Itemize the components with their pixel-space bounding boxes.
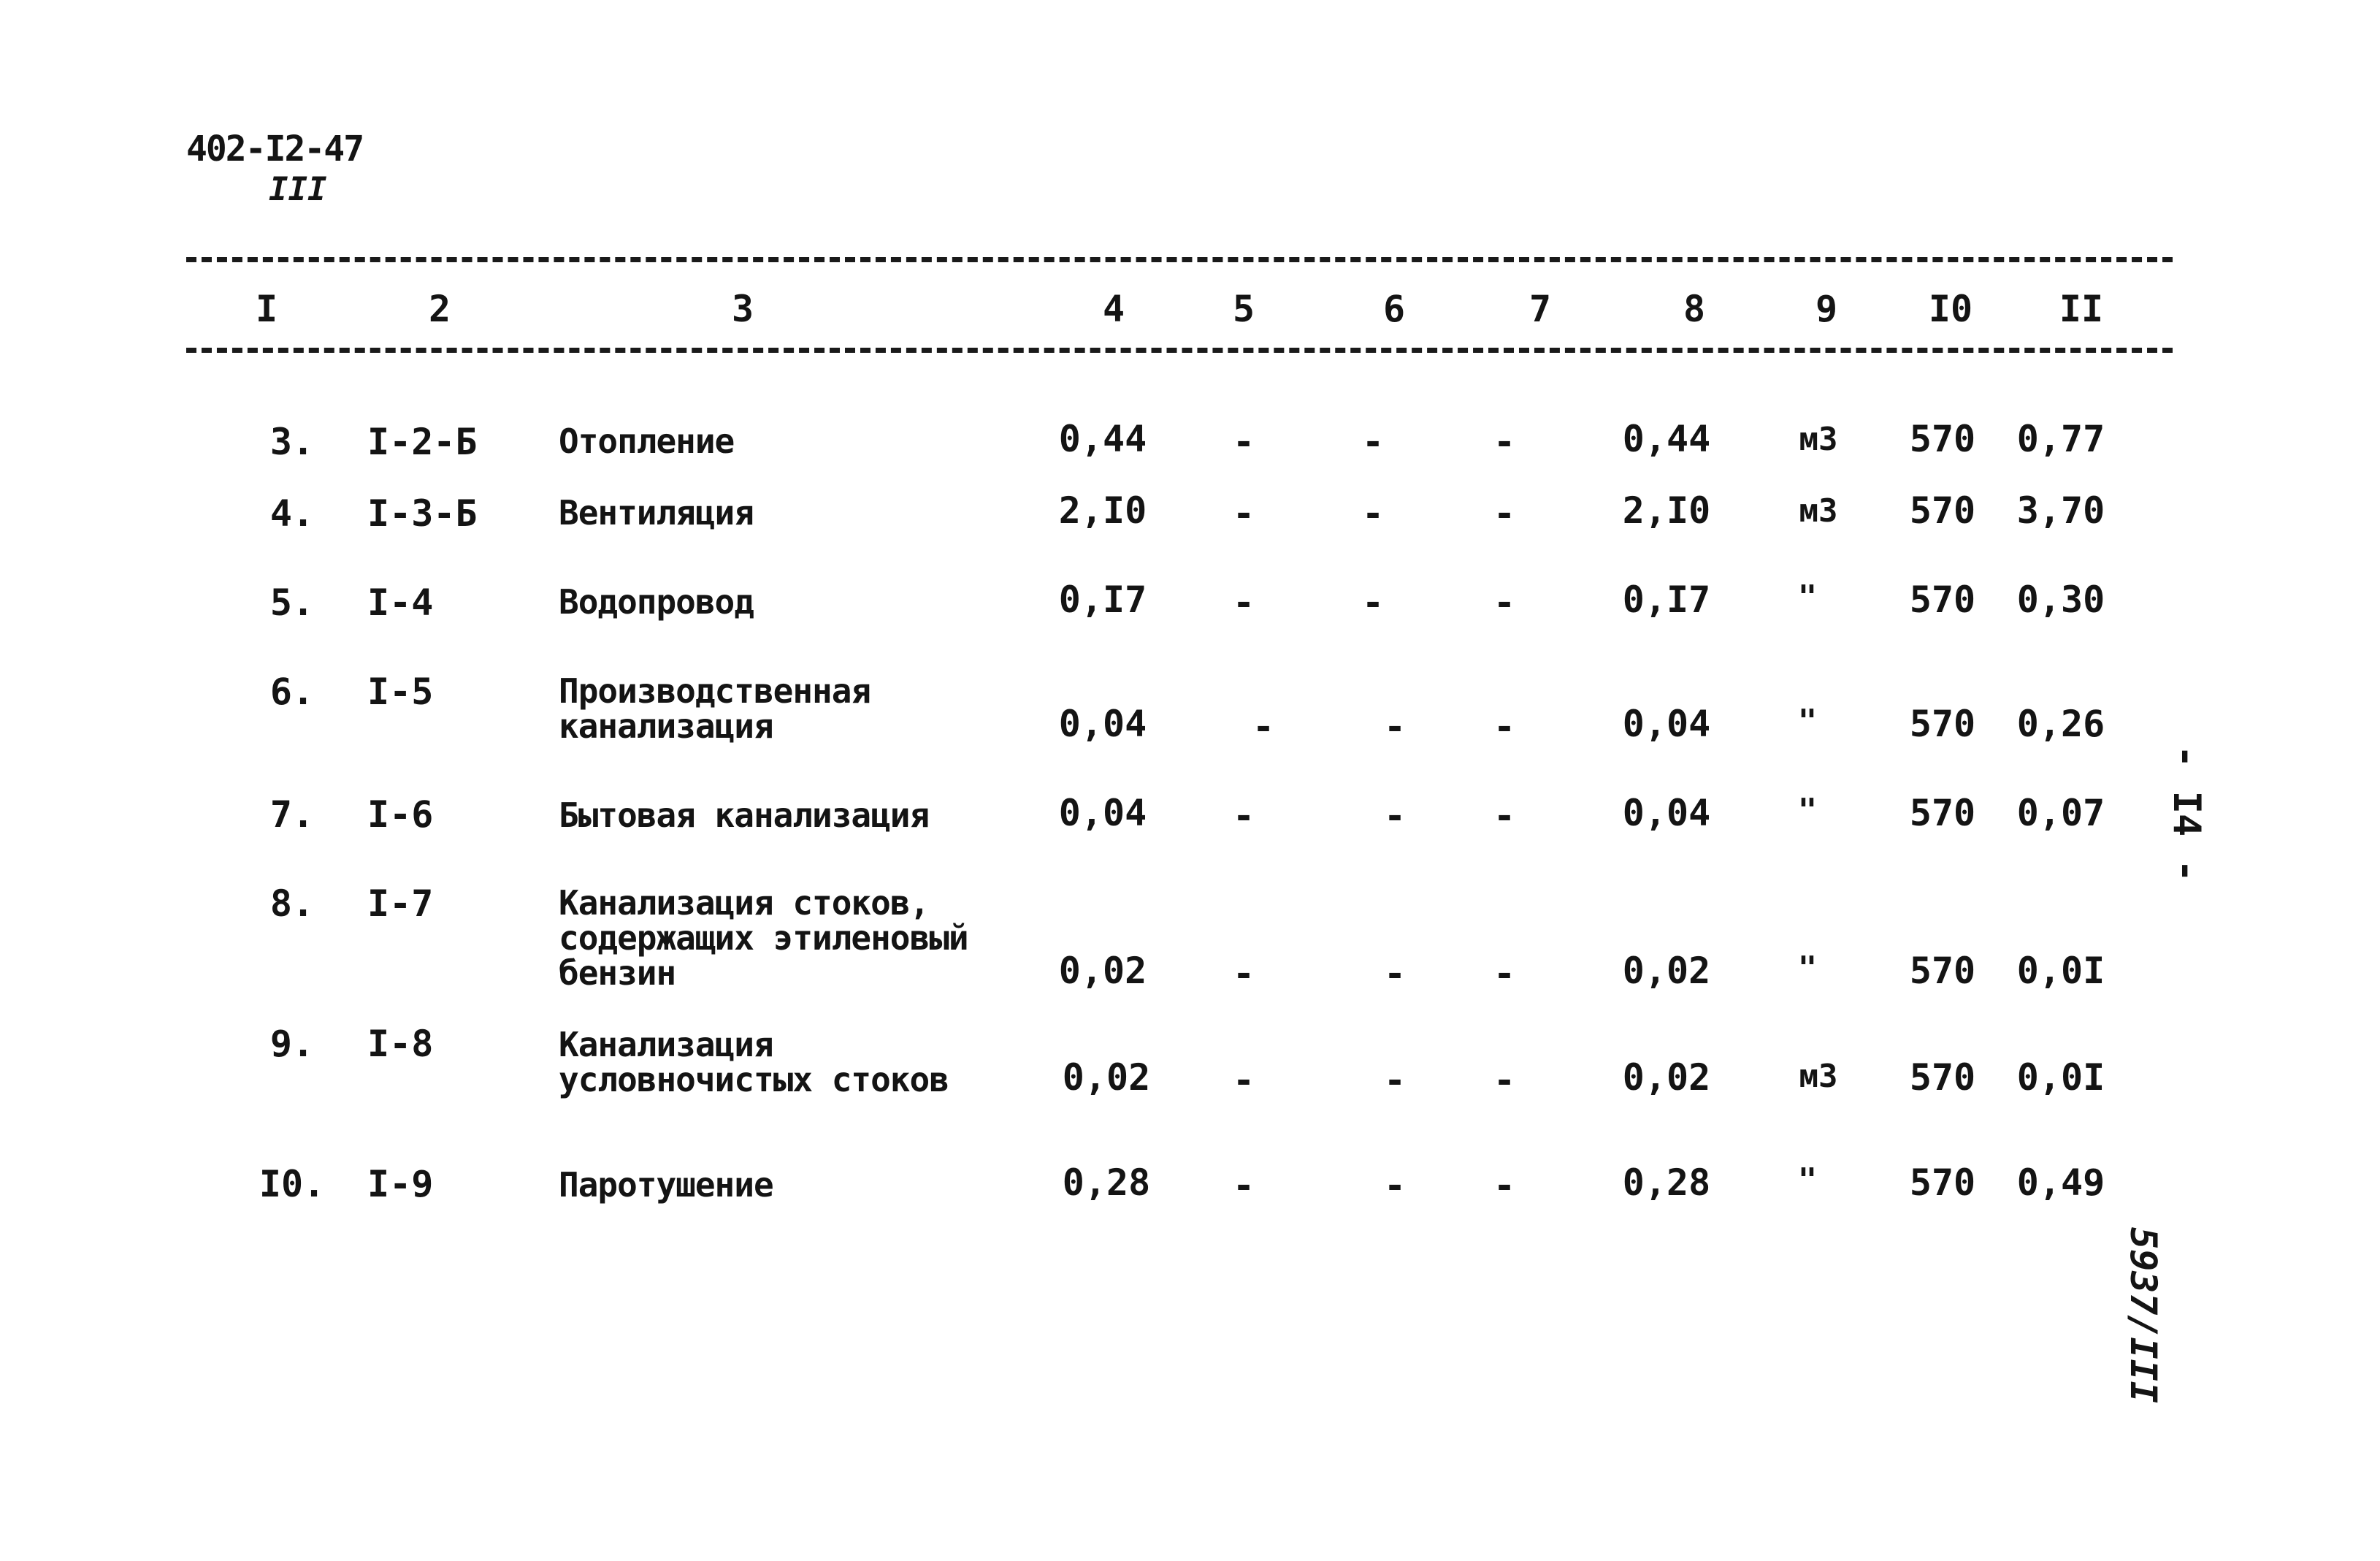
row-name: Водопровод bbox=[559, 582, 754, 622]
row-col5: - bbox=[1232, 1059, 1255, 1102]
row-col7: - bbox=[1493, 581, 1516, 624]
column-header-2: 2 bbox=[428, 288, 451, 330]
row-col7: - bbox=[1493, 706, 1516, 748]
column-header-5: 5 bbox=[1232, 288, 1255, 330]
row-col5: - bbox=[1232, 1164, 1255, 1207]
row-col10: 570 bbox=[1909, 579, 1976, 621]
row-name: Канализация условночистых стоков bbox=[559, 1025, 949, 1099]
row-col5: - bbox=[1232, 795, 1255, 837]
column-header-9: 9 bbox=[1815, 288, 1838, 330]
row-col4: 0,02 bbox=[1058, 950, 1147, 992]
row-col7: - bbox=[1493, 421, 1516, 463]
row-code: I-4 bbox=[367, 581, 434, 624]
row-unit: " bbox=[1797, 1161, 1818, 1199]
row-col8: 0,02 bbox=[1622, 950, 1711, 992]
row-unit: " bbox=[1797, 950, 1818, 987]
row-col11: 0,0I bbox=[2016, 950, 2105, 992]
row-col8: 0,04 bbox=[1622, 703, 1711, 745]
row-col5: - bbox=[1232, 581, 1255, 624]
row-col5: - bbox=[1232, 492, 1255, 535]
row-col8: 2,I0 bbox=[1622, 489, 1711, 532]
row-code: I-7 bbox=[367, 882, 434, 925]
row-col4: 0,02 bbox=[1062, 1056, 1151, 1099]
column-header-10: I0 bbox=[1928, 288, 1973, 330]
row-col11: 0,77 bbox=[2016, 418, 2105, 460]
row-col6: - bbox=[1361, 421, 1385, 463]
row-col6: - bbox=[1383, 1059, 1407, 1102]
row-unit: м3 bbox=[1799, 492, 1838, 530]
row-col6: - bbox=[1383, 1164, 1407, 1207]
row-unit: " bbox=[1797, 579, 1818, 616]
row-name: Канализация стоков, содержащих этиленовый бензин bbox=[559, 883, 968, 993]
row-unit: м3 bbox=[1799, 1058, 1838, 1095]
row-col6: - bbox=[1361, 492, 1385, 535]
row-code: I-6 bbox=[367, 793, 434, 836]
header-top-rule bbox=[186, 257, 2173, 262]
column-header-3: 3 bbox=[731, 288, 754, 330]
row-name: Паротушение bbox=[559, 1165, 773, 1205]
row-number: 6. bbox=[269, 671, 315, 713]
row-name: Производственная канализация bbox=[559, 671, 871, 746]
row-code: I-3-Б bbox=[367, 492, 478, 535]
row-col8: 0,I7 bbox=[1622, 579, 1711, 621]
row-col10: 570 bbox=[1909, 792, 1976, 834]
row-col11: 0,49 bbox=[2016, 1161, 2105, 1204]
row-col8: 0,04 bbox=[1622, 792, 1711, 834]
row-col4: 0,04 bbox=[1058, 703, 1147, 745]
column-header-6: 6 bbox=[1382, 288, 1406, 330]
row-col4: 0,44 bbox=[1058, 418, 1147, 460]
row-col5: - bbox=[1252, 706, 1275, 748]
row-name: Бытовая канализация bbox=[559, 795, 930, 835]
row-col4: 2,I0 bbox=[1058, 489, 1147, 532]
row-col11: 3,70 bbox=[2016, 489, 2105, 532]
column-header-7: 7 bbox=[1528, 288, 1552, 330]
row-col8: 0,28 bbox=[1622, 1161, 1711, 1204]
row-col11: 0,0I bbox=[2016, 1056, 2105, 1099]
row-col11: 0,30 bbox=[2016, 579, 2105, 621]
row-col5: - bbox=[1232, 953, 1255, 995]
document-section: III bbox=[269, 171, 327, 208]
row-col7: - bbox=[1493, 953, 1516, 995]
row-unit: " bbox=[1797, 792, 1818, 829]
row-code: I-9 bbox=[367, 1163, 434, 1205]
row-name: Отопление bbox=[559, 421, 735, 461]
header-bottom-rule bbox=[186, 348, 2173, 353]
row-number: I0. bbox=[259, 1163, 326, 1205]
row-col6: - bbox=[1383, 953, 1407, 995]
row-col10: 570 bbox=[1909, 489, 1976, 532]
row-col11: 0,26 bbox=[2016, 703, 2105, 745]
row-number: 3. bbox=[269, 421, 315, 463]
row-name: Вентиляция bbox=[559, 493, 754, 533]
column-header-1: I bbox=[255, 288, 278, 330]
row-code: I-8 bbox=[367, 1023, 434, 1065]
row-col7: - bbox=[1493, 1164, 1516, 1207]
page-number: - I4 - bbox=[2165, 745, 2208, 882]
row-number: 7. bbox=[269, 793, 315, 836]
row-col10: 570 bbox=[1909, 1056, 1976, 1099]
row-col7: - bbox=[1493, 1059, 1516, 1102]
row-col11: 0,07 bbox=[2016, 792, 2105, 834]
row-col5: - bbox=[1232, 421, 1255, 463]
row-col7: - bbox=[1493, 795, 1516, 837]
row-number: 5. bbox=[269, 581, 315, 624]
row-col10: 570 bbox=[1909, 1161, 1976, 1204]
row-unit: м3 bbox=[1799, 421, 1838, 458]
row-col10: 570 bbox=[1909, 950, 1976, 992]
row-number: 4. bbox=[269, 492, 315, 535]
row-col10: 570 bbox=[1909, 703, 1976, 745]
row-col4: 0,28 bbox=[1062, 1161, 1151, 1204]
row-col4: 0,I7 bbox=[1058, 579, 1147, 621]
row-col4: 0,04 bbox=[1058, 792, 1147, 834]
row-col6: - bbox=[1383, 706, 1407, 748]
row-col6: - bbox=[1383, 795, 1407, 837]
row-number: 8. bbox=[269, 882, 315, 925]
row-col10: 570 bbox=[1909, 418, 1976, 460]
row-unit: " bbox=[1797, 703, 1818, 740]
document-code: 402-I2-47 bbox=[186, 129, 364, 169]
row-code: I-5 bbox=[367, 671, 434, 713]
row-code: I-2-Б bbox=[367, 421, 478, 463]
row-col8: 0,02 bbox=[1622, 1056, 1711, 1099]
inventory-number: 5937/III bbox=[2122, 1227, 2165, 1403]
row-col6: - bbox=[1361, 581, 1385, 624]
row-col8: 0,44 bbox=[1622, 418, 1711, 460]
row-col7: - bbox=[1493, 492, 1516, 535]
column-header-8: 8 bbox=[1683, 288, 1706, 330]
column-header-11: II bbox=[2059, 288, 2104, 330]
column-header-4: 4 bbox=[1102, 288, 1125, 330]
row-number: 9. bbox=[269, 1023, 315, 1065]
